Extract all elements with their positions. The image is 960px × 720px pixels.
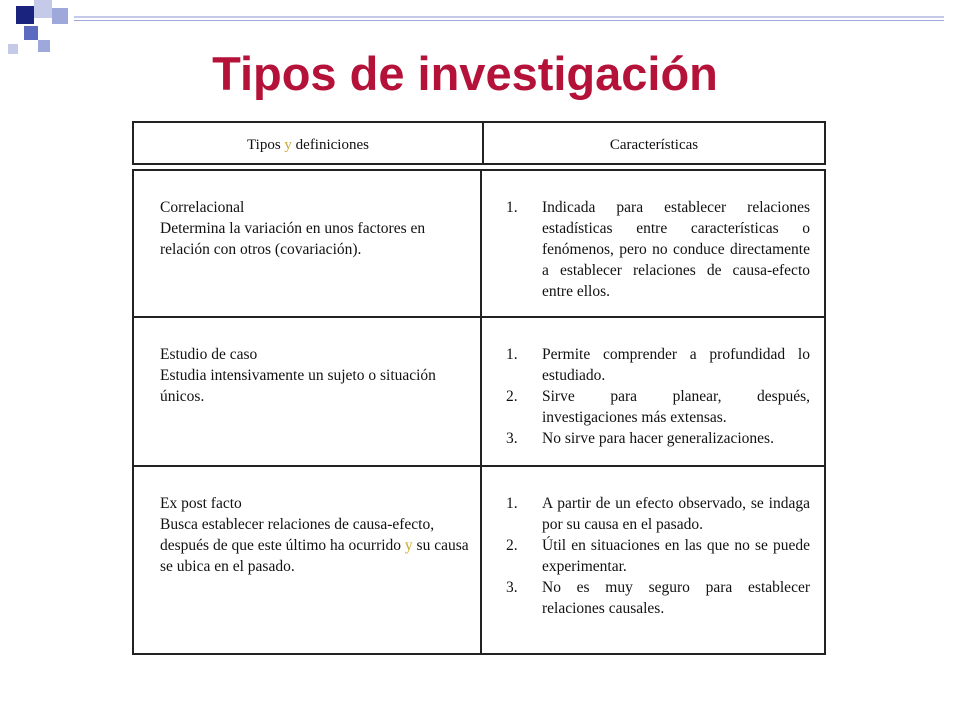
- feature-text: Indicada para establecer relaciones estadísticas entre características o fenómenos, pero no conduce directamente a establecer relaciones de causa-efecto entre ellos.: [542, 199, 810, 300]
- type-definition: Estudia intensivamente un sujeto o situación únicos.: [160, 367, 436, 405]
- feature-number: 1.: [506, 199, 518, 216]
- feature-number: 1.: [506, 495, 518, 512]
- definition-text: su causa se ubica en el pasado.: [160, 537, 469, 575]
- feature-text: A partir de un efecto observado, se indaga por su causa en el pasado.: [542, 495, 810, 533]
- header-types-definitions: [134, 123, 484, 163]
- definition-highlight: y: [404, 537, 413, 554]
- table-row: [134, 318, 824, 467]
- features-cell: [482, 467, 824, 653]
- feature-text: No es muy seguro para establecer relaciones causales.: [542, 579, 810, 617]
- feature-number: 2.: [506, 537, 518, 554]
- feature-number: 1.: [506, 346, 518, 363]
- table-header: [132, 121, 826, 165]
- feature-item: [506, 386, 810, 428]
- header-text: definiciones: [295, 136, 369, 153]
- type-name: Correlacional: [160, 199, 245, 216]
- features-cell: [482, 318, 824, 465]
- decorative-square: [24, 26, 38, 40]
- feature-item: [506, 535, 810, 577]
- feature-text: No sirve para hacer generalizaciones.: [542, 430, 774, 447]
- type-definition: [160, 516, 469, 575]
- feature-text: Sirve para planear, después, investigaciones más extensas.: [542, 388, 810, 426]
- feature-number: 3.: [506, 430, 518, 447]
- feature-number: 3.: [506, 579, 518, 596]
- table-body: [132, 169, 826, 655]
- research-types-table: [132, 121, 826, 655]
- definition-cell: [134, 467, 482, 653]
- definition-cell: [134, 318, 482, 465]
- feature-item: [506, 428, 810, 449]
- header-divider: [74, 20, 944, 21]
- header-text: Tipos: [247, 136, 281, 153]
- feature-item: [506, 344, 810, 386]
- type-name: Estudio de caso: [160, 346, 258, 363]
- slide-title: Tipos de investigación: [212, 47, 718, 100]
- definition-cell: [134, 171, 482, 316]
- header-characteristics: Características: [609, 136, 699, 153]
- feature-item: [506, 493, 810, 535]
- feature-text: Permite comprender a profundidad lo estudiado.: [542, 346, 810, 384]
- decorative-square: [52, 8, 68, 24]
- definition-text: Busca establecer relaciones de causa-efecto, después de que este último ha ocurrido: [160, 516, 435, 554]
- feature-text: Útil en situaciones en las que no se puede experimentar.: [542, 537, 810, 575]
- header-divider: [74, 16, 944, 18]
- header-highlight: y: [284, 136, 292, 153]
- type-name: Ex post facto: [160, 495, 242, 512]
- decorative-square: [34, 0, 52, 18]
- table-row: [134, 171, 824, 318]
- decorative-square: [16, 6, 34, 24]
- type-definition: Determina la variación en unos factores en relación con otros (covariación).: [160, 220, 426, 258]
- features-cell: [482, 171, 824, 316]
- table-row: [134, 467, 824, 653]
- feature-item: [506, 197, 810, 302]
- feature-item: [506, 577, 810, 619]
- feature-number: 2.: [506, 388, 518, 405]
